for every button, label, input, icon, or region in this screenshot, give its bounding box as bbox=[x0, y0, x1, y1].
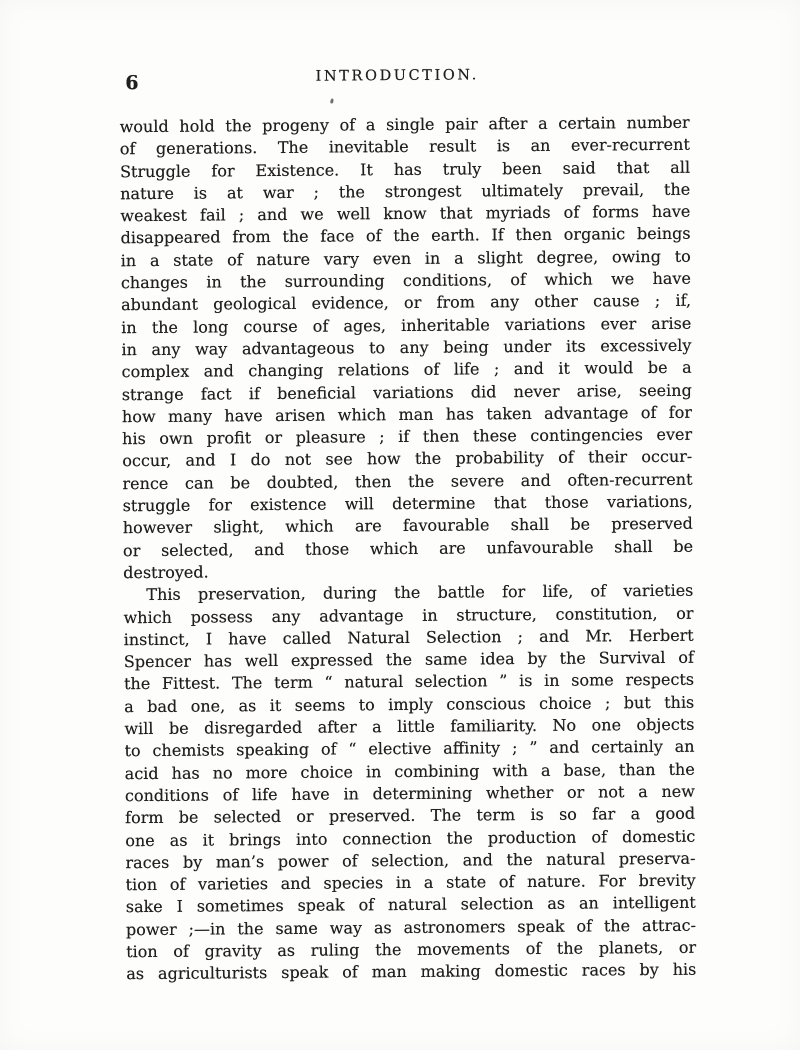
text-line: power ;—in the same way as astronomers speak of the attrac- bbox=[125, 915, 697, 939]
text-line: form be selected or preserved. The term is so far a good bbox=[125, 803, 696, 828]
text-line: in the long course of ages, inheritable variations ever arise bbox=[121, 313, 692, 337]
text-line: which possess any advantage in structure, constitution, or bbox=[123, 603, 694, 627]
text-line: abundant geological evidence, or from any other cause ; if, bbox=[121, 291, 692, 315]
text-line: changes in the surrounding conditions, of which we have bbox=[120, 268, 691, 293]
scan-artifact bbox=[330, 98, 334, 104]
text-line: weakest fail ; and we well know that myriads of forms have bbox=[120, 201, 691, 226]
text-line: rence can be doubted, then the severe and often-recurrent bbox=[122, 469, 693, 493]
text-line: instinct, I have called Natural Selection ; and Mr. Herbert bbox=[123, 625, 694, 650]
text-line: Struggle for Existence. It has truly been said that all bbox=[119, 157, 691, 181]
text-line: of generations. The inevitable result is an ever-recurrent bbox=[119, 135, 690, 159]
text-line: his own profit or pleasure ; if then these contingencies ever bbox=[122, 424, 693, 449]
paragraph bbox=[123, 580, 696, 986]
text-line: how many have arisen which man has taken advantage of for bbox=[121, 402, 693, 427]
text-line: or selected, and those which are unfavourable shall be bbox=[122, 536, 694, 560]
text-line: as agriculturists speak of man making domestic races by his bbox=[126, 959, 697, 984]
text-line: in any way advantageous to any being under its excessively bbox=[121, 335, 692, 360]
text-line: would hold the progeny of a single pair after a certain number bbox=[119, 112, 690, 137]
text-line: will be disregarded after a little familiarity. No one objects bbox=[124, 714, 695, 739]
text-line: tion of gravity as ruling the movements of the planets, or bbox=[126, 937, 697, 962]
text-line: a bad one, as it seems to imply conscious choice ; but this bbox=[124, 692, 695, 716]
text-line: acid has no more choice in combining with a base, than the bbox=[124, 759, 695, 783]
text-line: one as it brings into connection the production of domestic bbox=[125, 826, 696, 850]
text-line: the Fittest. The term “ natural selection ” is in some respects bbox=[123, 670, 695, 694]
text-line: however slight, which are favourable shall be preserved bbox=[122, 514, 693, 538]
text-line: strange fact if beneficial variations did never arise, seeing bbox=[121, 380, 692, 404]
text-line: conditions of life have in determining whether or not a new bbox=[124, 781, 695, 806]
text-line: nature is at war ; the strongest ultimately prevail, the bbox=[120, 179, 691, 204]
text-line: in a state of nature vary even in a slight degree, owing to bbox=[120, 246, 691, 270]
text-line: to chemists speaking of “ elective affinity ; ” and certainly an bbox=[124, 737, 695, 761]
text-line: occur, and I do not see how the probability of their occur- bbox=[122, 447, 693, 471]
text-block bbox=[120, 112, 697, 986]
text-line: sake I sometimes speak of natural selection as an intelligent bbox=[125, 893, 696, 917]
text-line: Spencer has well expressed the same idea by the Survival of bbox=[123, 647, 694, 672]
text-line: struggle for existence will determine that those variations, bbox=[122, 491, 693, 516]
text-line: destroyed. bbox=[123, 562, 209, 583]
page-number: 6 bbox=[125, 72, 140, 95]
text-line: disappeared from the face of the earth. If then organic beings bbox=[120, 224, 691, 248]
paragraph bbox=[120, 112, 694, 585]
text-line: This preservation, during the battle for life, of varieties bbox=[146, 580, 694, 605]
text-line: races by man’s power of selection, and the natural preserva- bbox=[125, 848, 696, 872]
running-header: INTRODUCTION. bbox=[315, 67, 479, 85]
text-line: tion of varieties and species in a state of nature. For brevity bbox=[125, 870, 696, 895]
text-line: complex and changing relations of life ; and it would be a bbox=[121, 357, 692, 382]
